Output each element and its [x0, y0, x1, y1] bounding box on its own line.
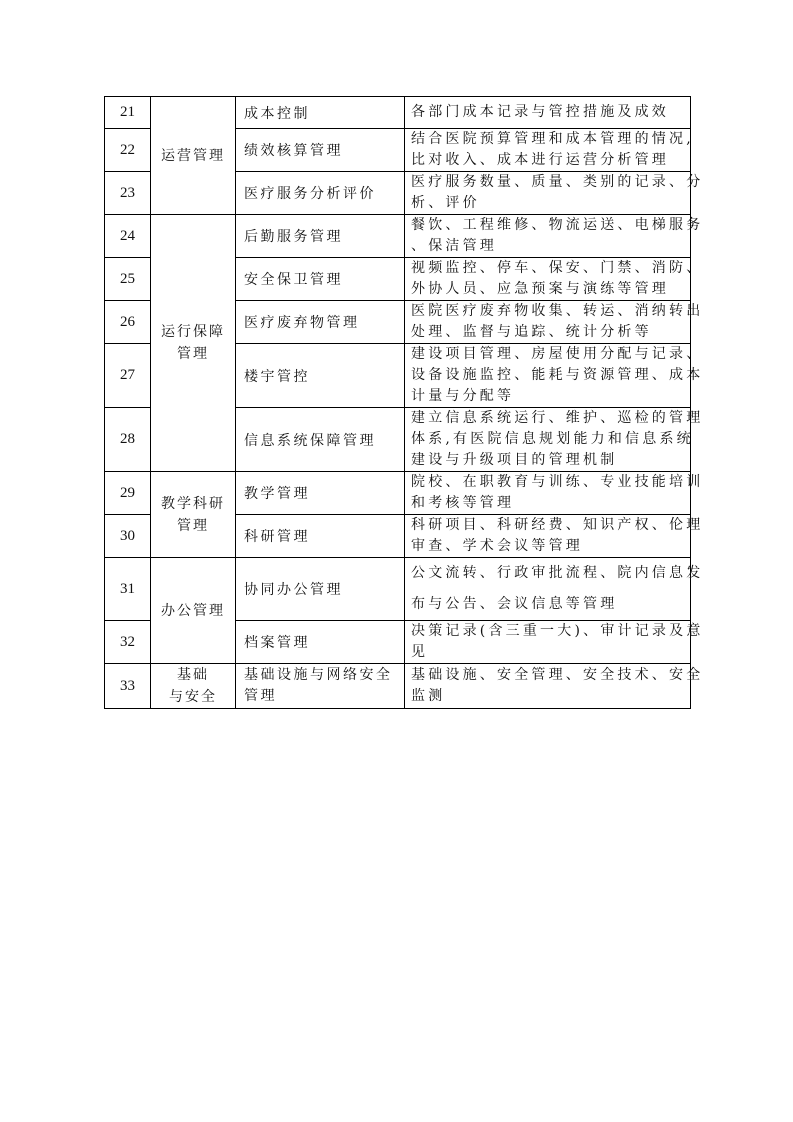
- description-cell: [405, 172, 704, 215]
- item-label: 安全保卫管理: [236, 258, 405, 301]
- category-label: 管理: [177, 346, 209, 362]
- description-line: 计量与分配等: [411, 388, 515, 404]
- description-line: 设备设施监控、能耗与资源管理、成本: [411, 367, 704, 383]
- description-line: 结合医院预算管理和成本管理的情况,: [411, 131, 694, 147]
- row-number: 29: [105, 472, 151, 515]
- item-label: 后勤服务管理: [236, 215, 405, 258]
- description-cell: [405, 408, 704, 472]
- description-line: 基础设施、安全管理、安全技术、安全: [411, 667, 704, 683]
- description-line: 院校、在职教育与训练、专业技能培训: [411, 474, 704, 490]
- description-line: 餐饮、工程维修、物流运送、电梯服务: [411, 217, 704, 233]
- description-line: 审查、学术会议等管理: [411, 538, 583, 554]
- item-label: 科研管理: [236, 515, 405, 558]
- description-cell: [405, 472, 704, 515]
- row-number: 30: [105, 515, 151, 558]
- description-line: 监测: [411, 688, 446, 704]
- description-cell: [405, 621, 704, 664]
- item-label: 医疗废弃物管理: [236, 301, 405, 344]
- description-line: 析、评价: [411, 195, 480, 211]
- description-line: 建立信息系统运行、维护、巡检的管理: [411, 410, 704, 426]
- row-number: 26: [105, 301, 151, 344]
- table-row: [105, 558, 691, 621]
- item-label: 档案管理: [236, 621, 405, 664]
- table-row: [105, 472, 691, 515]
- item-label: 基础设施与网络安全: [244, 667, 393, 683]
- row-number: 31: [105, 558, 151, 621]
- category-label: 运行保障: [161, 324, 225, 340]
- description-line: 处理、监督与追踪、统计分析等: [411, 324, 652, 340]
- category-label: 办公管理: [161, 602, 225, 619]
- management-table: [104, 96, 704, 709]
- description-line: 体系,有医院信息规划能力和信息系统: [411, 431, 694, 447]
- description-line: 视频监控、停车、保安、门禁、消防、: [411, 260, 704, 276]
- description-cell: [405, 129, 694, 172]
- row-number: 23: [105, 172, 151, 215]
- table-row: [105, 215, 691, 258]
- description-line: 医院医疗废弃物收集、转运、消纳转出: [411, 303, 704, 319]
- row-number: 24: [105, 215, 151, 258]
- item-label: 成本控制: [236, 97, 405, 129]
- description-line: 建设项目管理、房屋使用分配与记录、: [411, 346, 704, 362]
- category-label: 运营管理: [161, 147, 225, 164]
- description-line: 布与公告、会议信息等管理: [411, 596, 618, 612]
- table-row: [105, 97, 691, 129]
- description-line: 各部门成本记录与管控措施及成效: [411, 104, 669, 120]
- category-label: 与安全: [169, 689, 217, 705]
- item-label: 楼宇管控: [236, 344, 405, 408]
- description-cell: [405, 558, 704, 621]
- category-label: 管理: [177, 517, 209, 534]
- description-cell: [405, 97, 691, 129]
- row-number: 27: [105, 344, 151, 408]
- row-number: 32: [105, 621, 151, 664]
- description-line: 外协人员、应急预案与演练等管理: [411, 281, 669, 297]
- description-line: 医疗服务数量、质量、类别的记录、分: [411, 174, 704, 190]
- description-line: 和考核等管理: [411, 495, 515, 511]
- row-number: 33: [105, 664, 151, 709]
- item-cell: [236, 664, 405, 709]
- item-label: 管理: [244, 688, 277, 704]
- row-number: 21: [105, 97, 151, 129]
- category-label: 基础: [177, 667, 209, 683]
- description-line: 公文流转、行政审批流程、院内信息发: [411, 565, 704, 581]
- description-line: 科研项目、科研经费、知识产权、伦理: [411, 517, 704, 533]
- item-label: 协同办公管理: [236, 558, 405, 621]
- description-cell: [405, 515, 704, 558]
- item-label: 绩效核算管理: [236, 129, 405, 172]
- row-number: 22: [105, 129, 151, 172]
- description-cell: [405, 664, 704, 709]
- category-cell: [151, 558, 236, 664]
- category-label: 教学科研: [161, 495, 225, 512]
- category-cell: [151, 472, 236, 558]
- item-label: 教学管理: [236, 472, 405, 515]
- description-line: 、保洁管理: [411, 238, 497, 254]
- description-line: 决策记录(含三重一大)、审计记录及意: [411, 623, 704, 639]
- category-cell: [151, 97, 236, 215]
- description-line: 建设与升级项目的管理机制: [411, 452, 618, 468]
- description-cell: [405, 301, 704, 344]
- table-row: [105, 664, 691, 709]
- item-label: 医疗服务分析评价: [236, 172, 405, 215]
- description-line: 比对收入、成本进行运营分析管理: [411, 152, 669, 168]
- row-number: 25: [105, 258, 151, 301]
- description-cell: [405, 258, 704, 301]
- row-number: 28: [105, 408, 151, 472]
- description-line: 见: [411, 644, 429, 660]
- description-cell: [405, 344, 704, 408]
- description-cell: [405, 215, 704, 258]
- category-cell: [151, 664, 236, 709]
- item-label: 信息系统保障管理: [236, 408, 405, 472]
- category-cell: [151, 215, 236, 472]
